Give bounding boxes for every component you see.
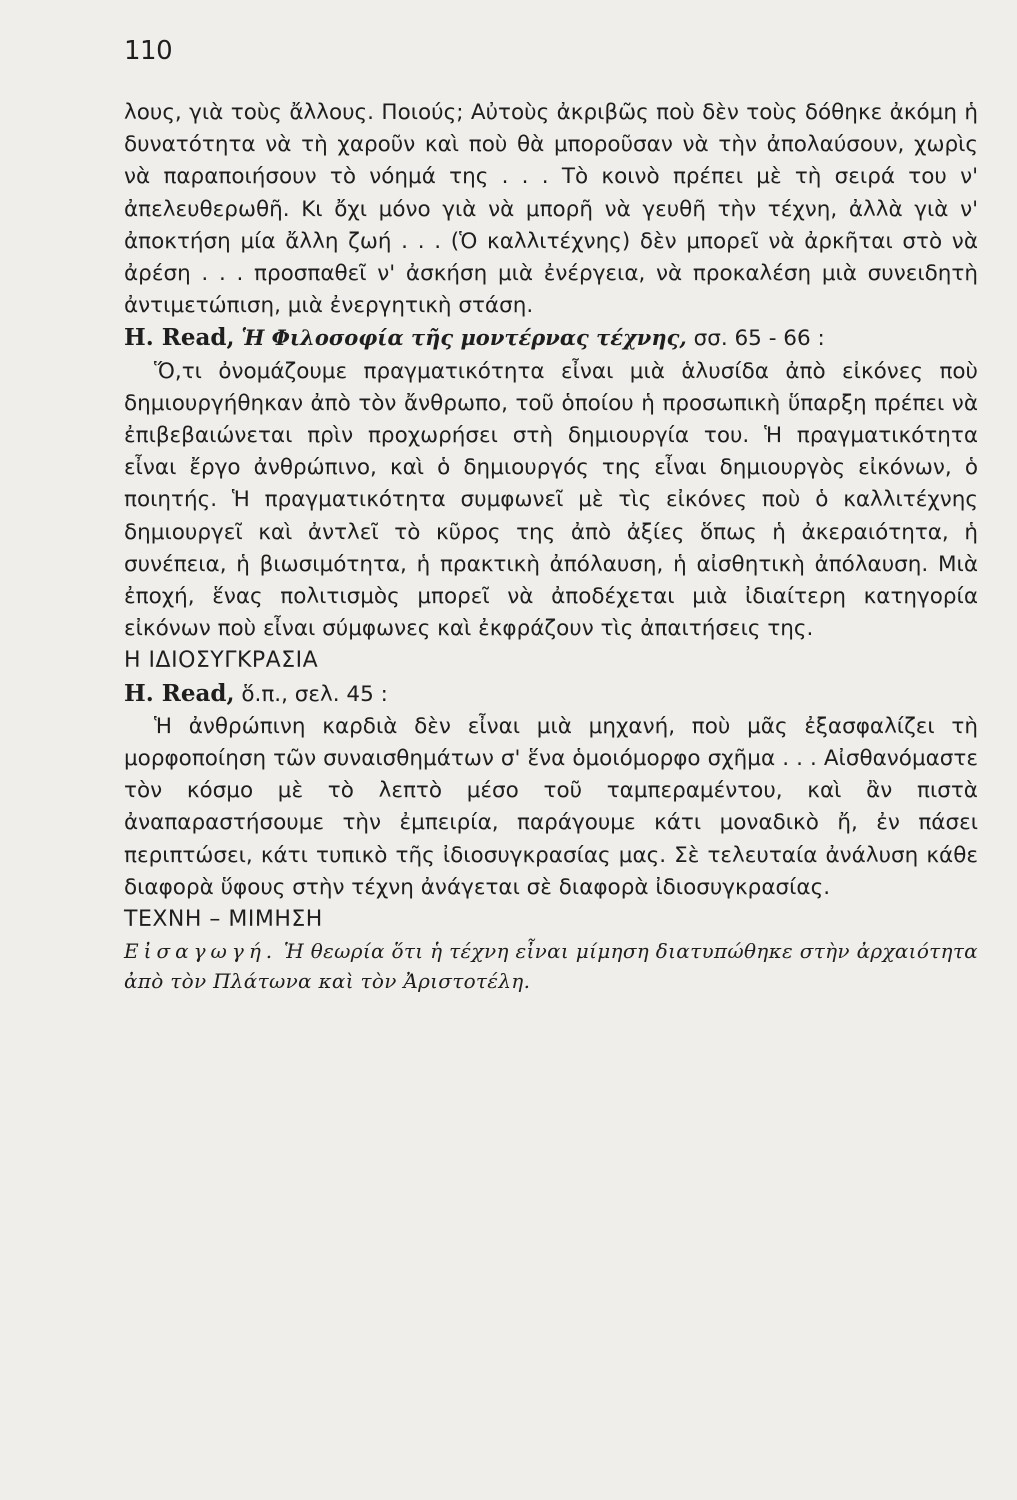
page-text — [124, 97, 978, 996]
introduction-label: Εἰσαγωγή. — [124, 939, 278, 964]
citation-title: Ἡ Φιλοσοφία τῆς μοντέρνας τέχνης, — [241, 325, 687, 351]
section-heading-idiosyncrasy: Η ΙΔΙΟΣΥΓΚΡΑΣΙΑ — [124, 648, 319, 674]
quote-paragraph-3: Ἡ ἀνθρώπινη καρδιὰ δὲν εἶναι μιὰ μηχανή, ποὺ μᾶς ἐξασφαλίζει τὴ μορφοποίηση τῶν συναισθημάτων σ' ἕνα ὁμοιόμορφο σχῆμα . . . Αἰσθανόμαστε τὸν κόσμο μὲ τὸ λεπτὸ μέσο τοῦ ταμπεραμέντου, καὶ ἂν πιστὰ ἀναπαραστήσουμε τὴν ἐμπειρία, παράγουμε κάτι μοναδικὸ ἤ, ἐν πάσει περιπτώσει, κάτι τυπικὸ τῆς ἰδιοσυγκρασίας μας. Σὲ τελευταία ἀνάλυση κάθε διαφορὰ ὕφους στὴν τέχνη ἀνάγεται σὲ διαφορὰ ἰδιοσυγκρασίας. — [124, 713, 978, 900]
quote-paragraph-1: λους, γιὰ τοὺς ἄλλους. Ποιούς; Αὐτοὺς ἀκριβῶς ποὺ δὲν τοὺς δόθηκε ἀκόμη ἡ δυνατότητα νὰ τὴ χαροῦν καὶ ποὺ θὰ μποροῦσαν νὰ τὴν ἀπολαύσουν, χωρὶς νὰ παραποιήσουν τὸ νόημά της . . . Τὸ κοινὸ πρέπει μὲ τὴ σειρά του ν' ἀπελευθερωθῆ. Κι ὄχι μόνο γιὰ νὰ μπορῆ νὰ γευθῆ τὴν τέχνη, ἀλλὰ γιὰ ν' ἀποκτήση μία ἄλλη ζωή . . . (Ὁ καλλιτέχνης) δὲν μπορεῖ νὰ ἀρκῆται στὸ νὰ ἀρέση . . . προσπαθεῖ ν' ἀσκήση μιὰ ἐνέργεια, νὰ προκαλέση μιὰ συνειδητὴ ἀντιμετώπιση, μιὰ ἐνεργητικὴ στάση. — [124, 100, 978, 319]
citation-pages: ὅ.π., σελ. 45 : — [241, 681, 388, 707]
section-heading-art-mimesis: ΤΕΧΝΗ – ΜΙΜΗΣΗ — [124, 907, 323, 933]
introduction-paragraph — [124, 936, 978, 996]
quote-paragraph-2: Ὅ,τι ὀνομάζουμε πραγματικότητα εἶναι μιὰ ἁλυσίδα ἀπὸ εἰκόνες ποὺ δημιουργήθηκαν ἀπὸ τὸν ἄνθρωπο, τοῦ ὁποίου ἡ προσωπικὴ ὕπαρξη πρέπει νὰ ἐπιβεβαιώνεται πρὶν προχωρήσει στὴ δημιουργία του. Ἡ πραγματικότητα εἶναι ἔργο ἀνθρώπινο, καὶ ὁ δημιουργός της εἶναι δημιουργὸς εἰκόνων, ὁ ποιητής. Ἡ πραγματικότητα συμφωνεῖ μὲ τὶς εἰκόνες ποὺ ὁ καλλιτέχνης δημιουργεῖ καὶ ἀντλεῖ τὸ κῦρος της ἀπὸ ἀξίες ὅπως ἡ ἀκεραιότητα, ἡ συνέπεια, ἡ βιωσιμότητα, ἡ πρακτικὴ ἀπόλαυση, ἡ αἰσθητικὴ ἀπόλαυση. Μιὰ ἐποχή, ἕνας πολιτισμὸς μπορεῖ νὰ ἀποδέχεται μιὰ ἰδιαίτερη κατηγορία εἰκόνων ποὺ εἶναι σύμφωνες καὶ ἐκφράζουν τὶς ἀπαιτήσεις της. — [124, 358, 978, 642]
introduction-text: Ἡ θεωρία ὅτι ἡ τέχνη εἶναι μίμηση διατυπώθηκε στὴν ἀρχαιότητα ἀπὸ τὸν Πλάτωνα καὶ τὸν Ἀριστοτέλη. — [124, 939, 978, 994]
citation-pages: σσ. 65 - 66 : — [693, 326, 825, 352]
citation-author: H. Read, — [124, 324, 235, 352]
citation-read-op-cit — [124, 678, 978, 711]
citation-read-philosophy — [124, 322, 978, 355]
citation-author: H. Read, — [124, 679, 235, 707]
page-number: 110 — [124, 36, 173, 66]
